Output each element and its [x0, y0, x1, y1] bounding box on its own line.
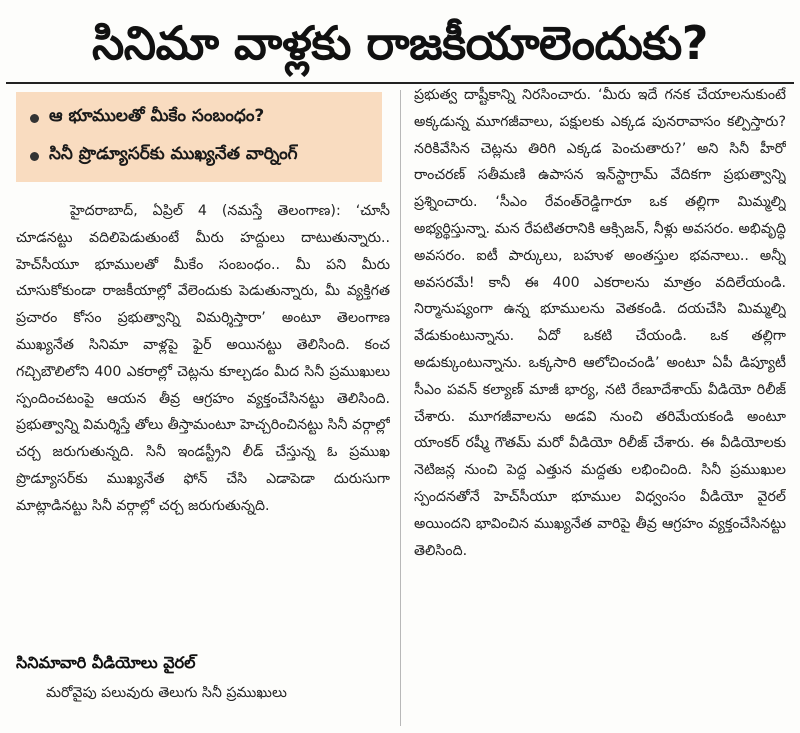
body-paragraph: మరోవైపు పలువురు తెలుగు సినీ ప్రముఖులు	[46, 685, 287, 701]
highlight-text: ఆ భూములతో మీకేం సంబంధం?	[49, 106, 265, 126]
subheading: సినిమావారి వీడియోలు వైరల్	[16, 653, 196, 672]
bullet-icon	[30, 152, 39, 161]
highlights-box	[16, 92, 382, 182]
left-column	[16, 198, 390, 642]
right-column	[414, 82, 786, 726]
bullet-icon	[30, 114, 39, 123]
right-body-text: ప్రభుత్వ దాష్టీకాన్ని నిరసించారు. ‘మీరు ఇదే గనక చేయాలనుకుంటే అక్కడున్న మూగజీవాలు, పక్షులకు ఎక్కడ పునరావాసం కల్పిస్తారు? నరికివేసిన చెట్లను తిరిగి ఎక్కడ పెంచుతారు?’ అని సినీ హీరో రాంచరణ్ సతీమణి ఉపాసన ఇన్‌స్టాగ్రామ్ వేదికగా ప్రభుత్వాన్ని ప్రశ్నించారు. ‘సీఎం రేవంత్‌రెడ్డిగారూ ఒక తల్లిగా మిమ్మల్ని అభ్యర్థిస్తున్నా. మన రేపటితరానికి ఆక్సిజన్, నీళ్లు అవసరం. అభివృద్ధి అవసరం. ఐటీ పార్కులు, బహుళ అంతస్తుల భవనాలు.. అన్నీ అవసరమే! కానీ ఈ 400 ఎకరాలను మాత్రం వదిలేయండి. నిర్మానుష్యంగా ఉన్న భూములను వెతకండి. దయచేసి మిమ్మల్ని వేడుకుంటున్నాను. ఏదో ఒకటి చేయండి. ఒక తల్లిగా అడుక్కుంటున్నాను. ఒక్కసారి ఆలోచించండి’ అంటూ ఏపీ డిప్యూటీ సీఎం పవన్ కల్యాణ్ మాజీ భార్య, నటి రేణూదేశాయ్ వీడియో రిలీజ్ చేశారు. మూగజీవాలను అడవి నుంచి తరిమేయకండి అంటూ యాంకర్ రష్మీ గౌతమ్ మరో వీడియో రిలీజ్ చేశారు. ఈ వీడియోలకు నెటిజన్ల నుంచి పెద్ద ఎత్తున మద్దతు లభించింది. సినీ ప్రముఖుల స్పందనతోనే హెచ్‌సీయూ భూముల విధ్వంసం వీడియో వైరల్ అయిందని భావించిన ముఖ్యనేత వారిపై తీవ్ర ఆగ్రహం వ్యక్తంచేసినట్టు తెలిసింది.	[414, 87, 786, 559]
highlight-item	[30, 100, 376, 136]
dateline: హైదరాబాద్, ఏప్రిల్ 4 (నమస్తే తెలంగాణ):	[70, 203, 341, 219]
left-body-text: ‘చూసీ చూడనట్టు వదిలిపెడుతుంటే మీరు హద్దులు దాటుతున్నారు.. హెచ్‌సీయూ భూములతో మీకేం సంబంధం.. మీ పని మీరు చూసుకోకుండా రాజకీయాల్లో వేలెందుకు పెడుతున్నారు, మీ వ్యక్తిగత ప్రచారం కోసం ప్రభుత్వాన్ని విమర్శిస్తారా’ అంటూ తెలంగాణ ముఖ్యనేత సినిమా వాళ్లపై ఫైర్ అయినట్టు తెలిసింది. కంచ గచ్చిబౌలిలోని 400 ఎకరాల్లో చెట్లను కూల్చడం మీద సినీ ప్రముఖులు స్పందించటంపై ఆయన తీవ్ర ఆగ్రహం వ్యక్తంచేసినట్టు తెలిసింది. ప్రభుత్వాన్ని విమర్శిస్తే తోలు తీస్తామంటూ హెచ్చరించినట్టు సినీ వర్గాల్లో చర్చ జరుగుతున్నది. సినీ ఇండస్ట్రీని లీడ్ చేస్తున్న ఓ ప్రముఖ ప్రొడ్యూసర్‌కు ముఖ్యనేత ఫోన్ చేసి ఎడాపెడా దురుసుగా మాట్లాడినట్టు సినీ వర్గాల్లో చర్చ జరుగుతున్నది.	[16, 203, 390, 514]
body-paragraph	[16, 198, 390, 520]
column-divider	[400, 90, 401, 726]
headline: సినిమా వాళ్లకు రాజకీయాలెందుకు?	[92, 16, 708, 70]
highlight-text: సినీ ప్రొడ్యూసర్‌కు ముఖ్యనేత వార్నింగ్	[49, 144, 298, 164]
left-column-tail	[16, 680, 390, 710]
highlight-item	[30, 138, 376, 174]
